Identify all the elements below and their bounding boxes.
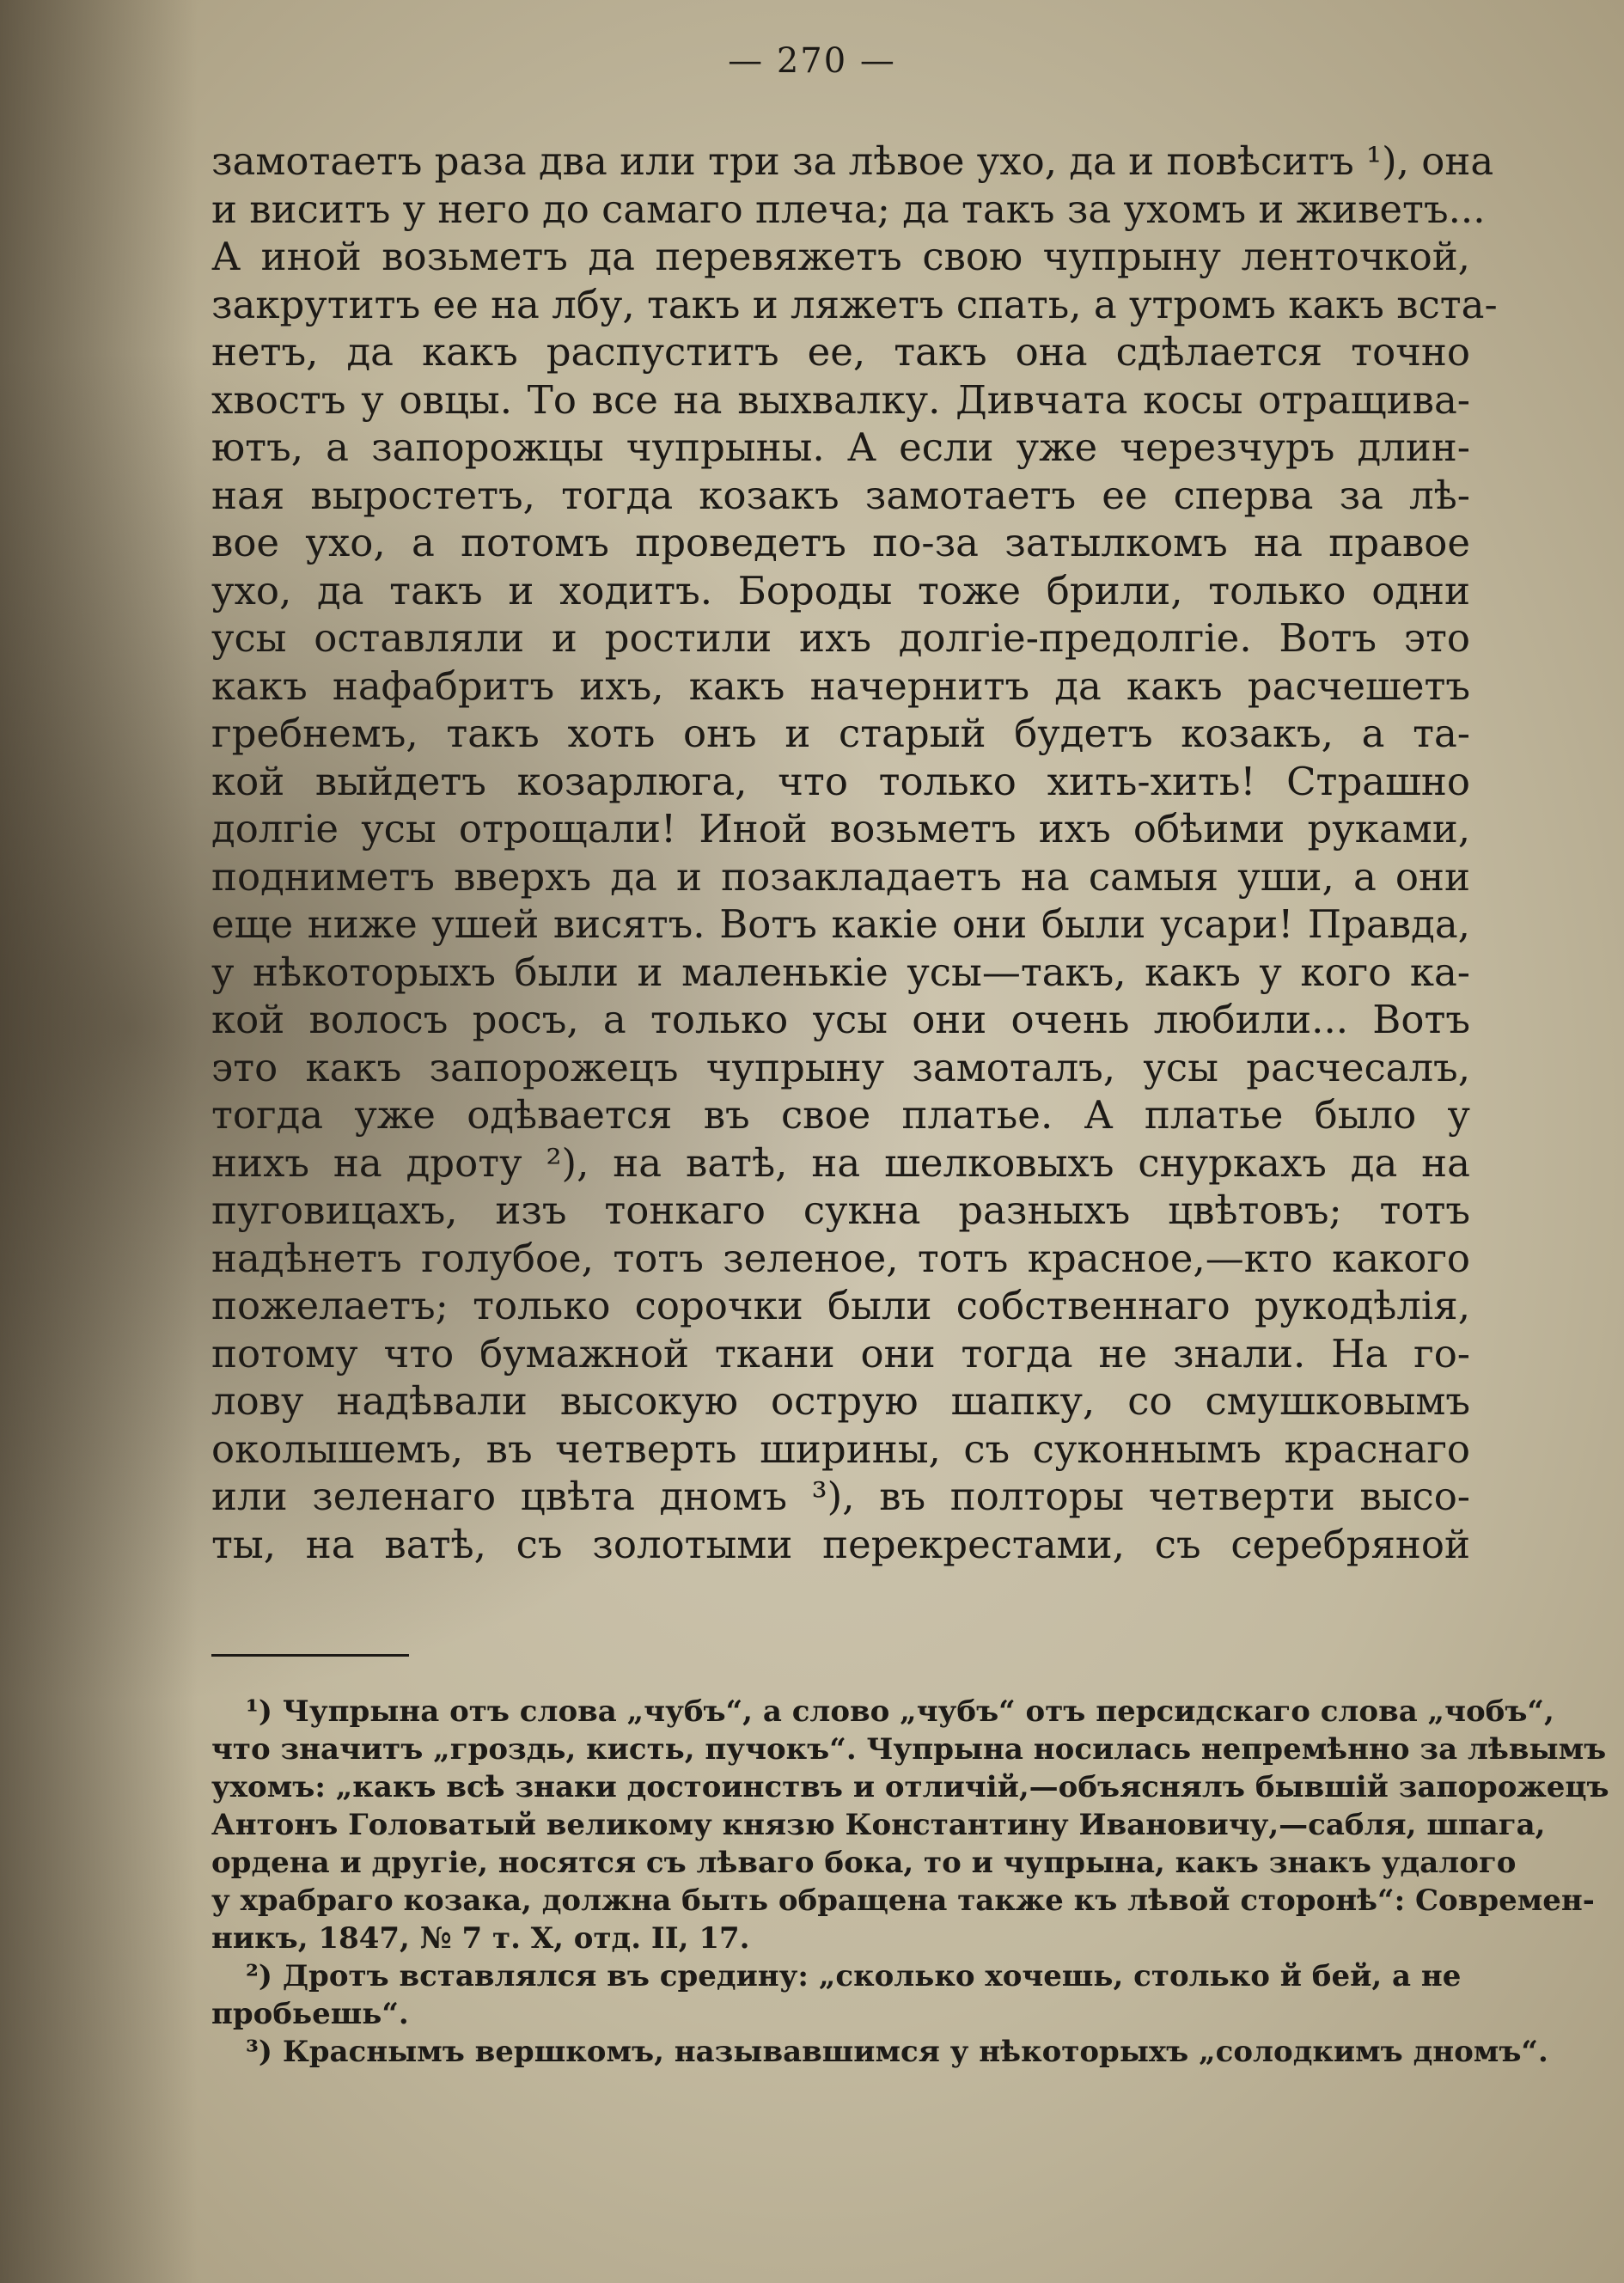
- page-number: — 270 —: [728, 41, 896, 81]
- text-line: закрутитъ ее на лбу, такъ и ляжетъ спать, а утромъ какъ вста-: [211, 281, 1498, 327]
- text-line: усы оставляли и ростили ихъ долгіе-предолгіе. Вотъ это: [211, 615, 1470, 661]
- text-line: нетъ, да какъ распуститъ ее, такъ она сдѣлается точно: [211, 329, 1470, 375]
- footnote-1-line: что значитъ „гроздь, кисть, пучокъ“. Чупрына носилась непремѣнно за лѣвымъ: [211, 1732, 1607, 1767]
- text-line: лову надѣвали высокую острую шапку, со смушковымъ: [211, 1378, 1470, 1424]
- footnote-rule: [211, 1654, 409, 1657]
- text-line: потому что бумажной ткани они тогда не знали. На го-: [211, 1330, 1470, 1377]
- footnotes: [211, 1693, 1609, 2071]
- footnote-2-line: ²) Дротъ вставлялся въ средину: „сколько хочешь, столько й бей, а не: [246, 1959, 1462, 1993]
- text-line: или зеленаго цвѣта дномъ ³), въ полторы четверти высо-: [211, 1474, 1470, 1519]
- text-line: вое ухо, а потомъ проведетъ по-за затылкомъ на правое: [211, 520, 1470, 565]
- text-line: кой волосъ росъ, а только усы они очень любили... Вотъ: [211, 997, 1470, 1042]
- footnote-1-line: ¹) Чупрына отъ слова „чубъ“, а слово „чубъ“ отъ персидскаго слова „чобъ“,: [246, 1694, 1554, 1729]
- text-line: какъ нафабритъ ихъ, какъ начернитъ да какъ расчешетъ: [211, 662, 1470, 709]
- text-line: кой выйдетъ козарлюга, что только хить-хить! Страшно: [211, 758, 1470, 804]
- text-line: пуговицахъ, изъ тонкаго сукна разныхъ цвѣтовъ; тотъ: [211, 1187, 1470, 1233]
- text-line: это какъ запорожецъ чупрыну замоталъ, усы расчесалъ,: [211, 1044, 1470, 1090]
- text-line: ухо, да такъ и ходитъ. Бороды тоже брили, только одни: [211, 567, 1470, 613]
- text-line: ная выростетъ, тогда козакъ замотаетъ ее сперва за лѣ-: [211, 472, 1470, 518]
- footnote-1-line: ордена и другіе, носятся съ лѣваго бока, то и чупрына, какъ знакъ удалого: [211, 1846, 1517, 1880]
- text-line: тогда уже одѣвается въ свое платье. А платье было у: [211, 1092, 1470, 1138]
- text-line: подниметъ вверхъ да и позакладаетъ на самыя уши, а они: [211, 853, 1470, 900]
- text-line: околышемъ, въ четверть ширины, съ суконнымъ краснаго: [211, 1425, 1470, 1472]
- text-line: долгіе усы отрощали! Иной возьметъ ихъ обѣими руками,: [211, 806, 1470, 852]
- text-line: у нѣкоторыхъ были и маленькіе усы—такъ, какъ у кого ка-: [211, 949, 1470, 995]
- footnote-1-line: ухомъ: „какъ всѣ знаки достоинствъ и отличій,—объяснялъ бывшій запорожецъ: [211, 1770, 1609, 1804]
- footnote-2-line: пробьешь“.: [211, 1997, 409, 2031]
- body-text: [211, 137, 1498, 1568]
- text-line: хвостъ у овцы. То все на выхвалку. Дивчата косы отращива-: [211, 376, 1470, 423]
- page-shadow: [0, 0, 198, 2283]
- text-line: еще ниже ушей висятъ. Вотъ какіе они были усари! Правда,: [211, 901, 1470, 947]
- footnote-1-line: никъ, 1847, № 7 т. X, отд. II, 17.: [211, 1921, 750, 1956]
- text-line: ты, на ватѣ, съ золотыми перекрестами, съ серебряной: [211, 1521, 1470, 1567]
- text-line: ютъ, а запорожцы чупрыны. А если уже черезчуръ длин-: [211, 424, 1470, 470]
- text-line: А иной возьметъ да перевяжетъ свою чупрыну ленточкой,: [211, 234, 1470, 279]
- footnote-1-line: Антонъ Головатый великому князю Константину Ивановичу,—сабля, шпага,: [211, 1808, 1546, 1842]
- footnote-1-line: у храбраго козака, должна быть обращена также къ лѣвой сторонѣ“: Современ-: [211, 1883, 1595, 1918]
- text-line: замотаетъ раза два или три за лѣвое ухо, да и повѣситъ ¹), она: [211, 138, 1494, 184]
- text-line: надѣнетъ голубое, тотъ зеленое, тотъ красное,—кто какого: [211, 1235, 1470, 1281]
- text-line: пожелаетъ; только сорочки были собственнаго рукодѣлія,: [211, 1283, 1470, 1328]
- text-line: нихъ на дроту ²), на ватѣ, на шелковыхъ снуркахъ да на: [211, 1139, 1470, 1186]
- text-line: гребнемъ, такъ хоть онъ и старый будетъ козакъ, а та-: [211, 711, 1470, 756]
- footnote-3-line: ³) Краснымъ вершкомъ, называвшимся у нѣкоторыхъ „солодкимъ дномъ“.: [246, 2035, 1548, 2069]
- text-line: и виситъ у него до самаго плеча; да такъ за ухомъ и живетъ...: [211, 186, 1486, 232]
